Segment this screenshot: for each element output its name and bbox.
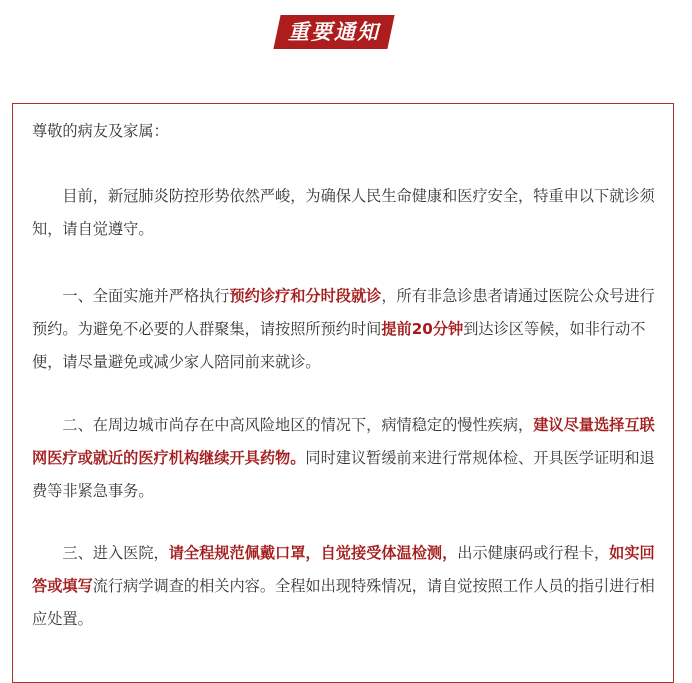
item-1-highlight-early: 提前20分钟: [381, 320, 464, 338]
greeting: 尊敬的病友及家属：: [32, 122, 169, 140]
item-2-paragraph: [32, 409, 662, 508]
item-3-text: 三、进入医院，: [32, 544, 169, 562]
item-3-text-3: 流行病学调查的相关内容。全程如出现特殊情况，请自觉按照工作人员的指引进行相应处置。: [32, 577, 655, 628]
item-3-highlight-mask: 请全程规范佩戴口罩，自觉接受体温检测，: [168, 544, 458, 562]
banner-title: 重要通知: [288, 20, 380, 44]
item-2-highlight-online: 建议尽量选择互联网医疗或就近的医疗机构继续开具药物。: [32, 416, 655, 467]
notice-box: [12, 103, 674, 683]
item-1-text-3: 到达诊区等候，如非行动不便，请尽量避免或减少家人陪同前来就诊。: [32, 320, 646, 371]
header-banner: [0, 0, 692, 70]
intro-paragraph: 目前，新冠肺炎防控形势依然严峻，为确保人民生命健康和医疗安全，特重申以下就诊须知，请自觉遵守。: [32, 187, 655, 238]
item-1-text-2: ，所有非急诊患者请通过医院公众号进行预约。为避免不必要的人群聚集，请按照所预约时间: [32, 287, 655, 338]
item-3-text-2: 出示健康码或行程卡，: [457, 544, 610, 562]
item-3-paragraph: [32, 537, 662, 636]
item-2-text-2: 同时建议暂缓前来进行常规体检、开具医学证明和退费等非紧急事务。: [32, 449, 655, 500]
item-1-paragraph: [32, 280, 662, 379]
item-1-text: 一、全面实施并严格执行: [32, 287, 230, 305]
item-2-text: 二、在周边城市尚存在中高风险地区的情况下，病情稳定的慢性疾病，: [32, 416, 534, 434]
item-1-highlight-appointment: 预约诊疗和分时段就诊: [229, 287, 382, 305]
item-3-highlight-answer: 如实回答或填写: [32, 544, 655, 595]
